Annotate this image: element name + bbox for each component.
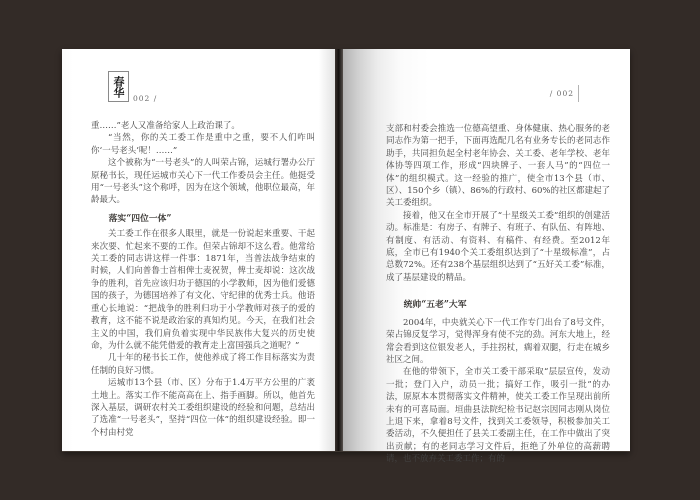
paragraph: 几十年的秘书长工作，使他养成了将工作目标落实为责任制的良好习惯。 [91,353,315,376]
paragraph: 运城市13个县（市、区）分布于1.4万平方公里的广袤土地上。落实工作不能高高在上、指手画脚。所以，他首先深入基层，调研农村关工委组织建设的经验和问题，总结出了选准“一号老头”，坚持“四位一体”的组织建设经验。即一个村由村党 [91,378,315,438]
paragraph: 重……”老人又准备给家人上政治课了。 [91,121,240,131]
paragraph: 关工委工作在很多人眼里，就是一份说起来重要、干起来次要、忙起来不要的工作。但荣占锦却不这么看。他常给关工委的同志讲这样一件事：1871年，当普法战争结束的时候，人们向普鲁士首相俾士麦祝贺，俾士麦却说：这次战争的胜利，首先应该归功于德国的小学教师，因为他们爱德国的孩子，为德国培养了有文化、守纪律的优秀士兵。他语重心长地说：“把战争的胜利归功于小学教师对孩子的爱的教育，这不能不说是政治家的真知灼见。今天，在我们社会主义的中国，我们肩负着实现中华民族伟大复兴的历史使命，为什么就不能凭借爱的教育走上富国强兵之道呢？” [91,229,315,351]
page-number-left: 002 / [133,94,158,103]
section-heading: 统帅“五老”大军 [403,300,467,311]
right-page-header [550,85,579,102]
page-number-right: / 002 [549,89,574,98]
paragraph: 这个被称为“一号老头”的人叫荣占锦，运城行署办公厅原秘书长，现任运城市关心下一代工作委员会主任。他挺受用“一号老头”这个称呼，因为在这个领域，他职位最高，年龄最大。 [91,158,315,206]
section-heading: 落实“四位一体” [108,213,172,224]
right-page-text-column [386,123,610,466]
paragraph: 接着，他又在全市开展了“十星级关工委”组织的创建活动。标准是：有房子、有牌子、有班子、有队伍、有阵地、有制度、有活动、有资料、有稿件、有经费。至2012年底，全市已有1940个关工委组织达到了“十星级标准”，占总数72%。还有238个基层组织达到了“五好关工委”标准，成了基层建设的精品。 [386,210,610,283]
paragraph: 支部和村委会推选一位德高望重、身体健康、热心服务的老同志作为第一把手，下面再选配几名有业务专长的老同志作助手，共同担负起全村老年协会、关工委、老年学校、老年体协等四项工作，形成“四块牌子、一套人马”的“四位一体”的组织模式。这一经验的推广，使全市13个县（市、区）、150个乡（镇）、86%的行政村、60%的社区都建起了关工委组织。 [386,124,611,209]
publisher-stamp [108,71,129,102]
left-page-text-column [91,120,315,439]
paragraph: 2004年，中央就关心下一代工作专门出台了8号文件，荣占锦反复学习，觉得浑身有使不完的劲。河东大地上，经常会看到这位银发老人，手拄拐杖，瘸着双腿，行走在城乡社区之间。 [386,317,610,365]
paragraph: 在他的带领下，全市关工委干部采取“层层宣传，发动一批；登门入户，动员一批；搞好工作，吸引一批”的办法，原原本本贯彻落实文件精神，使关工委工作呈现出前所未有的可喜局面。垣曲县法院纪检书记赵宗因同志刚从岗位上退下来，拿着8号文件，找到关工委领导，积极参加关工委活动，不久便担任了县关工委副主任，在工作中做出了突出贡献；有的老同志学习文件后，拒绝了外单位的高薪聘请，也不放弃关工委工作；有的 [386,367,610,465]
paragraph: “当然，你的关工委工作是重中之重，要不人们咋叫你‘一号老头’呢！……” [91,133,315,156]
left-page [62,49,335,451]
header-rule [578,85,579,102]
right-page [343,49,630,465]
book-spread [62,49,630,465]
book-spine-gutter [335,49,343,451]
stamp-text: 春华 [112,75,125,98]
